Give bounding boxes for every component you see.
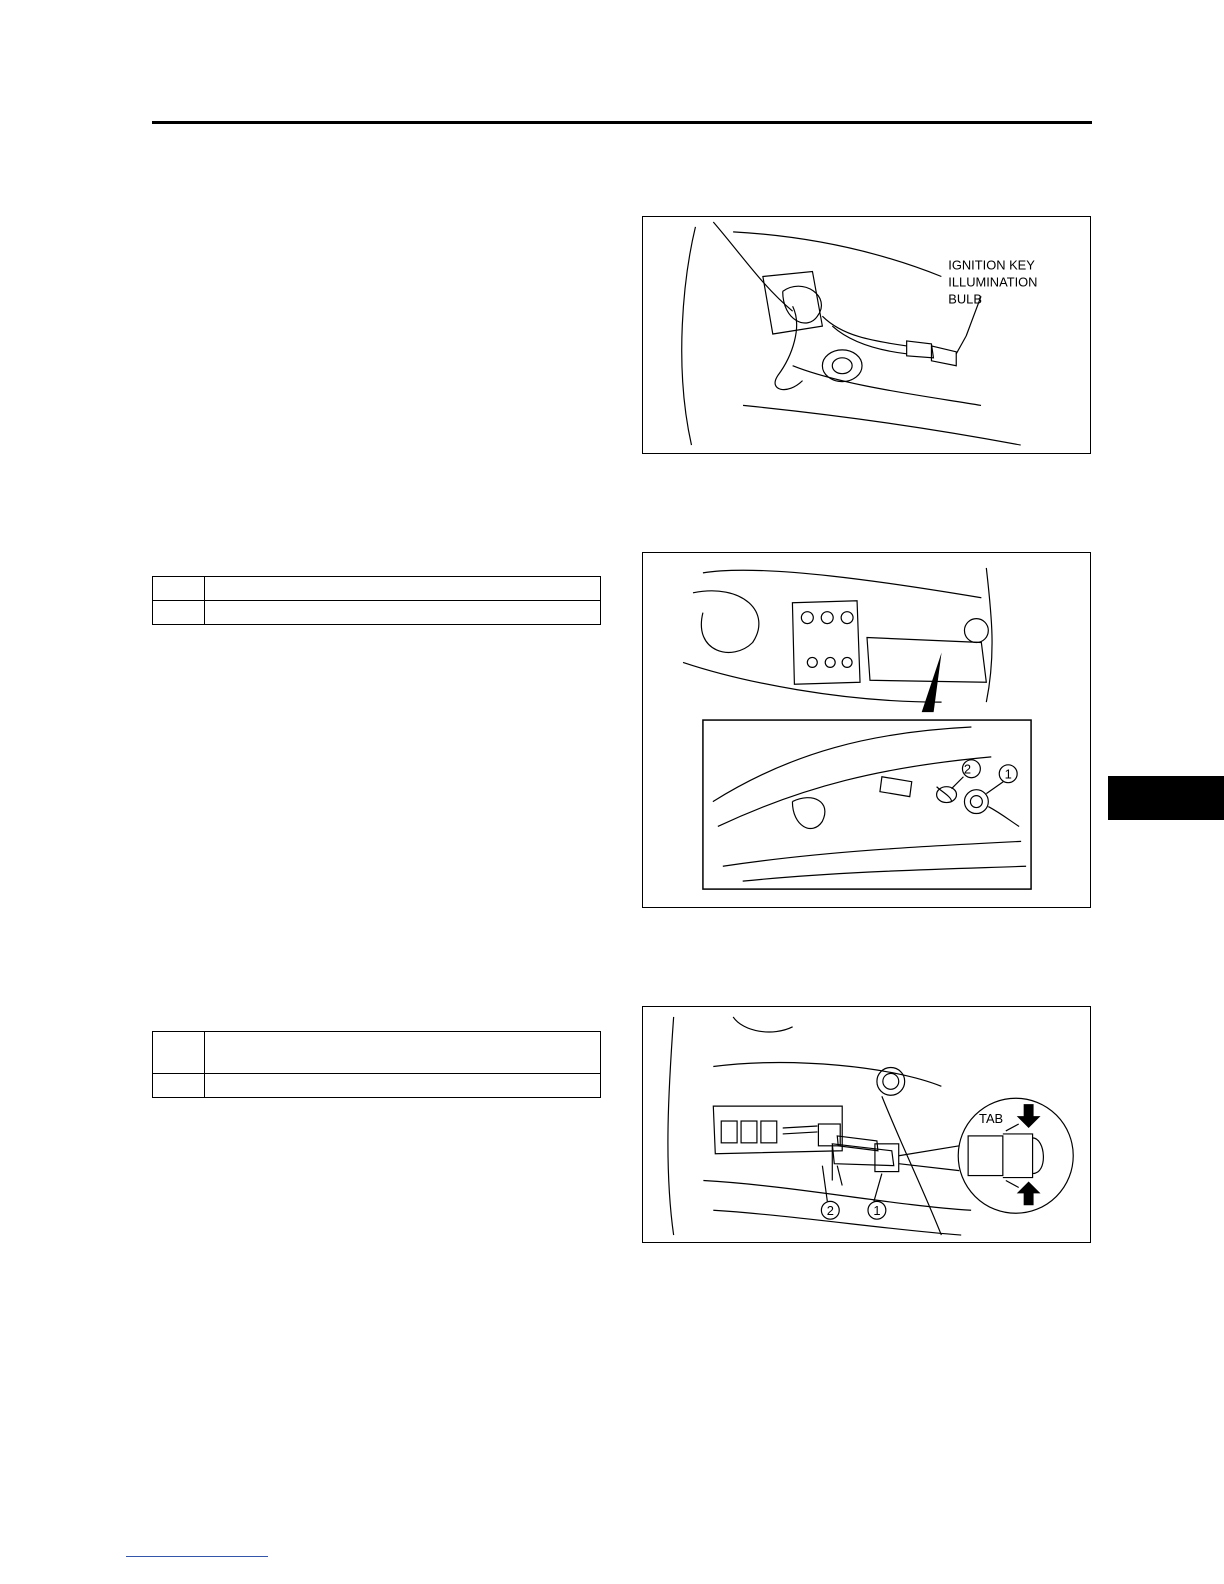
figure-switch-removal <box>642 1006 1091 1243</box>
table-cell <box>153 577 205 601</box>
section-tab <box>1108 776 1224 820</box>
callout-line-3: BULB <box>948 291 982 307</box>
switch-removal-illustration <box>643 1007 1090 1242</box>
footer-link-underline <box>126 1556 268 1557</box>
callout-number: 1 <box>873 1203 881 1219</box>
header-rule <box>152 121 1092 124</box>
callout-number: 2 <box>826 1203 834 1219</box>
reference-table-2 <box>152 1031 601 1098</box>
ignition-key-bulb-illustration <box>643 217 1090 453</box>
tab-label: TAB <box>979 1111 1004 1127</box>
callout-number: 2 <box>963 761 972 777</box>
table-cell <box>153 1074 205 1098</box>
callout-number: 1 <box>1004 766 1012 782</box>
table-row <box>153 577 601 601</box>
arrow-up-icon <box>1017 1182 1041 1206</box>
figure-glove-box-bulb <box>642 552 1091 908</box>
table-row <box>153 1074 601 1098</box>
table-row <box>153 1032 601 1074</box>
figure-ignition-key-bulb <box>642 216 1091 454</box>
table-cell <box>153 1032 205 1074</box>
callout-line-1: IGNITION KEY <box>948 257 1035 273</box>
table-cell <box>153 601 205 625</box>
callout-line-2: ILLUMINATION <box>948 274 1038 290</box>
table-cell <box>205 601 601 625</box>
glove-box-bulb-illustration <box>643 553 1090 907</box>
table-cell <box>205 577 601 601</box>
table-row <box>153 601 601 625</box>
table-cell <box>205 1032 601 1074</box>
table-cell <box>205 1074 601 1098</box>
reference-table-1 <box>152 576 601 625</box>
arrow-down-icon <box>1017 1104 1041 1128</box>
